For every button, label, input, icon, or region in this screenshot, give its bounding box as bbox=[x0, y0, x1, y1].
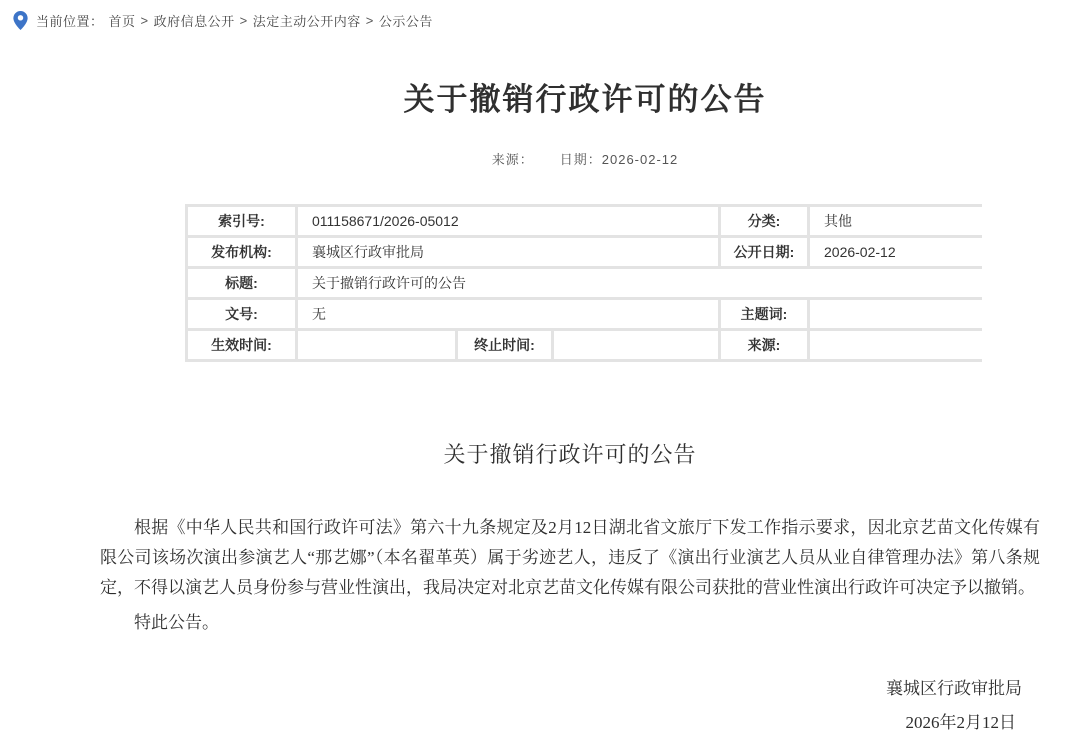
issuing-agency-label: 发布机构: bbox=[188, 238, 295, 266]
title-label: 标题: bbox=[188, 269, 295, 297]
article-heading: 关于撤销行政许可的公告 bbox=[443, 442, 697, 467]
effective-time-label: 生效时间: bbox=[188, 331, 295, 359]
signature-agency: 襄城区行政审批局 bbox=[886, 679, 1022, 698]
index-number-label: 索引号: bbox=[188, 207, 295, 235]
category-label: 分类: bbox=[721, 207, 807, 235]
breadcrumb-item-home[interactable]: 首页 bbox=[108, 14, 136, 29]
meta-date-label: 日期： bbox=[559, 152, 602, 167]
breadcrumb-prefix: 当前位置： bbox=[36, 14, 104, 29]
meta-date-value: 2026-02-12 bbox=[601, 152, 679, 167]
issuing-agency-value: 襄城区行政审批局 bbox=[298, 238, 718, 266]
breadcrumb bbox=[0, 0, 1080, 30]
article-paragraph: 根据《中华人民共和国行政许可法》第六十九条规定及2月12日湖北省文旅厅下发工作指示要求，因北京艺苗文化传媒有限公司该场次演出参演艺人“那艺娜”（本名翟革英）属于劣迹艺人，违反了《演出行业演艺人员从业自律管理办法》第八条规定，不得以演艺人员身份参与营业性演出，我局决定对北京艺苗文化传媒有限公司获批的营业性演出行政许可决定予以撤销。 bbox=[100, 518, 1040, 597]
breadcrumb-item-statutory-disclosure[interactable]: 法定主动公开内容 bbox=[252, 14, 361, 29]
breadcrumb-separator: > bbox=[239, 13, 248, 28]
location-pin-icon bbox=[13, 11, 28, 30]
title-value: 关于撤销行政许可的公告 bbox=[298, 269, 985, 297]
meta-line bbox=[115, 149, 1055, 168]
breadcrumb-item-announcements[interactable]: 公示公告 bbox=[378, 14, 433, 29]
page-title: 关于撤销行政许可的公告 bbox=[403, 82, 767, 117]
signature-date: 2026年2月12日 bbox=[905, 713, 1016, 732]
breadcrumb-item-gov-info[interactable]: 政府信息公开 bbox=[153, 14, 235, 29]
source-label: 来源: bbox=[721, 331, 807, 359]
effective-time-value bbox=[298, 331, 455, 359]
document-info-table bbox=[185, 204, 982, 362]
end-time-value bbox=[554, 331, 718, 359]
source-value bbox=[810, 331, 985, 359]
end-time-label: 终止时间: bbox=[458, 331, 551, 359]
keywords-value bbox=[810, 300, 985, 328]
keywords-label: 主题词: bbox=[721, 300, 807, 328]
breadcrumb-separator: > bbox=[365, 13, 374, 28]
doc-number-label: 文号: bbox=[188, 300, 295, 328]
article-paragraph-closing: 特此公告。 bbox=[134, 613, 219, 632]
meta-source-label: 来源： bbox=[491, 152, 534, 167]
index-number-value: 011158671/2026-05012 bbox=[298, 207, 718, 235]
publish-date-label: 公开日期: bbox=[721, 238, 807, 266]
breadcrumb-separator: > bbox=[140, 13, 149, 28]
doc-number-value: 无 bbox=[298, 300, 718, 328]
category-value: 其他 bbox=[810, 207, 985, 235]
publish-date-value: 2026-02-12 bbox=[810, 238, 985, 266]
announcement-article bbox=[100, 438, 1040, 733]
